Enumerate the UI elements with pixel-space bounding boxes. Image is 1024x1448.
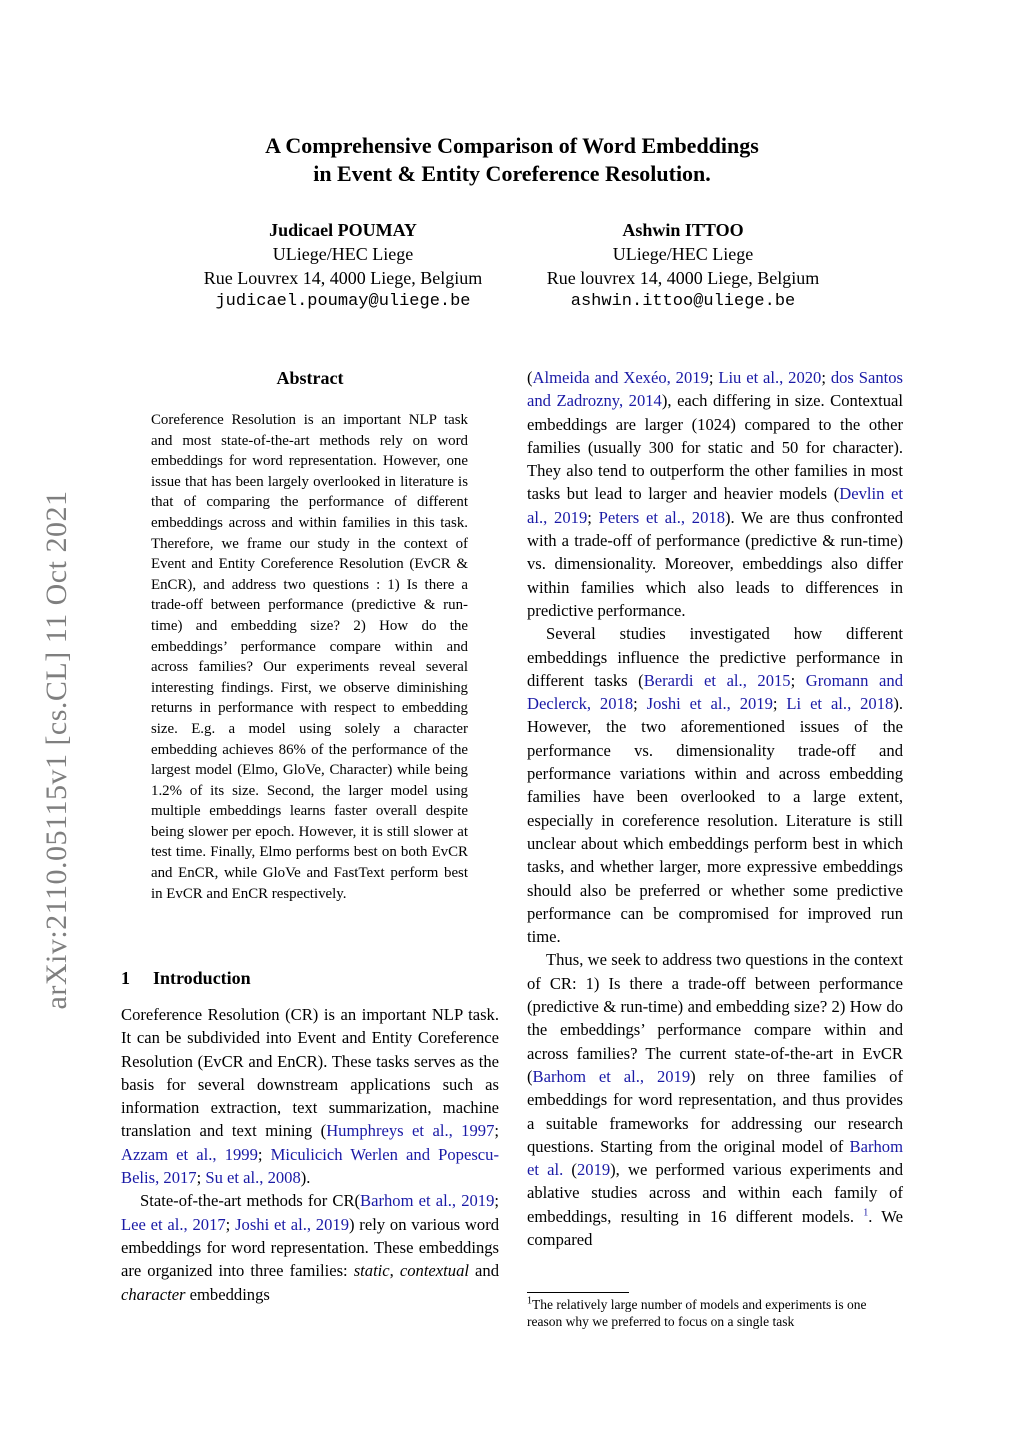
section-heading-introduction bbox=[121, 966, 251, 990]
footnote-divider bbox=[527, 1292, 629, 1293]
citation-link[interactable]: Li et al., 2018 bbox=[786, 694, 894, 714]
body-paragraph: Thus, we seek to address two questions in the context of CR: 1) Is there a trade-off between performance (predictive & run-time) and embedding size? 2) How do the embeddings’ performance compare within and across families? The current state-of-the-art in EvCR (Barhom et al., 2019) rely on three families of embeddings for word representation, and thus provides a suitable frameworks for addressing our research questions. Starting from the original model of Barhom et al. (2019), we performed various experiments and ablative studies across and within each family of embeddings, resulting in 16 different models. $^1$. We compared bbox=[527, 950, 903, 1249]
footnote-mark: 1 bbox=[527, 1295, 532, 1307]
intro-paragraph-2: State-of-the-art methods for CR(Barhom et al., 2019; Lee et al., 2017; Joshi et al., 2019) rely on various word embeddings for word representation. These embeddings are organized into three families: static, contextual and character embeddings bbox=[121, 1191, 500, 1304]
intro-paragraph-1: Coreference Resolution (CR) is an important NLP task. It can be subdivided into Event and Entity Coreference Resolution (EvCR and EnCR). These tasks serves as the basis for several downstream applications such as information extraction, text summarization, machine translation and text mining (Humphreys et al., 1997; Azzam et al., 1999; Miculicich Werlen and Popescu-Belis, 2017; Su et al., 2008). bbox=[121, 1005, 499, 1188]
citation-link[interactable]: Joshi et al., 2019 bbox=[646, 694, 773, 714]
citation-link[interactable]: Barhom et al., 2019 bbox=[532, 1066, 691, 1086]
citation-link[interactable]: Joshi et al., 2019 bbox=[235, 1214, 349, 1234]
abstract-text: Coreference Resolution is an important NLP task and most state-of-the-art methods rely on word embeddings for word representation. However, one issue that has been largely overlooked in literature is that of comparing the performance of different embeddings across and within families in this task. Therefore, we frame our study in the context of Event and Entity Coreference Resolution (EvCR & EnCR), and address two questions : 1) Is there a trade-off between performance (predictive & run-time) and embedding size? 2) How do the embeddings’ performance compare within and across families? Our experiments reveal several interesting findings. First, we observe diminishing returns in performance with respect to embedding size. E.g. a model using solely a character embedding achieves 86% of the performance of the largest model (Elmo, GloVe, Character) while being 1.2% of its size. Second, the larger model using multiple embeddings learns faster overall despite being slower per epoch. However, it is still slower at test time. Finally, Elmo performs best on both EvCR and EnCR, while GloVe and FastText perform best in EvCR and EnCR respectively. bbox=[151, 412, 468, 902]
citation-link[interactable]: Devlin et al., 2019 bbox=[527, 484, 903, 527]
body-paragraph: (Almeida and Xexéo, 2019; Liu et al., 2020; dos Santos and Zadrozny, 2014), each differing in size. Contextual embeddings are larger (1024) compared to the other families (usually 300 for static and 50 for character). They also tend to outperform the other families in most tasks but lead to larger and heavier models (Devlin et al., 2019; Peters et al., 2018). We are thus confronted with a trade-off of performance (predictive & run-time) vs. dimensionality. Moreover, embeddings also differ within families which also leads to differences in predictive performance. bbox=[527, 368, 904, 620]
author-address: Rue louvrex 14, 4000 Liege, Belgium bbox=[546, 268, 820, 288]
author-name: Ashwin ITTOO bbox=[622, 220, 744, 240]
footnote bbox=[527, 1296, 903, 1330]
citation-link[interactable]: Su et al., 2008 bbox=[205, 1168, 301, 1188]
body-paragraph: Several studies investigated how different embeddings influence the predictive performance in different tasks (Berardi et al., 2015; Gromann and Declerck, 2018; Joshi et al., 2019; Li et al., 2018). However, the two aforementioned issues of the performance vs. dimensionality trade-off and performance variations within and across embedding families have been overlooked to a large extent, especially in coreference resolution. Literature is still unclear about which embeddings perform best in which tasks, and whether larger, more expressive embeddings should also be preferred or whether some predictive performance can be compromised for improved run time. bbox=[527, 624, 904, 947]
citation-link[interactable]: Miculicich Werlen and Popescu-Belis, 2017 bbox=[121, 1144, 499, 1188]
citation-link[interactable]: Azzam et al., 1999 bbox=[121, 1144, 258, 1164]
author-address: Rue Louvrex 14, 4000 Liege, Belgium bbox=[203, 268, 483, 288]
left-column bbox=[121, 1003, 499, 1306]
author-affiliation: ULiege/HEC Liege bbox=[612, 244, 754, 264]
citation-link[interactable]: 2019 bbox=[576, 1160, 611, 1180]
section-number: 1 bbox=[121, 968, 130, 988]
citation-link[interactable]: Gromann and Declerck, 2018 bbox=[527, 670, 904, 714]
author-block bbox=[170, 218, 516, 314]
author-name: Judicael POUMAY bbox=[269, 220, 417, 240]
citation-link[interactable]: Lee et al., 2017 bbox=[121, 1214, 226, 1234]
right-column bbox=[527, 366, 903, 1251]
abstract-heading: Abstract bbox=[276, 368, 344, 388]
citation-link[interactable]: Barhom et al., 2019 bbox=[360, 1191, 495, 1211]
footnote-text: The relatively large number of models and experiments is one reason why we preferred to focus on a single task bbox=[527, 1297, 867, 1329]
citation-link[interactable]: Peters et al., 2018 bbox=[598, 507, 725, 527]
citation-link[interactable]: Almeida and Xexéo, 2019 bbox=[532, 368, 709, 387]
citation-link[interactable]: Berardi et al., 2015 bbox=[643, 670, 791, 690]
author-email[interactable]: judicael.poumay@uliege.be bbox=[215, 292, 471, 311]
citation-link[interactable]: Barhom et al. bbox=[527, 1136, 903, 1180]
footnote-marker[interactable]: 1 bbox=[863, 1207, 869, 1219]
citation-link[interactable]: Humphreys et al., 1997 bbox=[326, 1121, 495, 1141]
arxiv-identifier: arXiv:2110.05115v1 [cs.CL] 11 Oct 2021 bbox=[40, 490, 73, 1010]
citation-link[interactable]: dos Santos and Zadrozny, 2014 bbox=[527, 368, 903, 411]
paper-title-line-1: A Comprehensive Comparison of Word Embeddings bbox=[265, 133, 759, 158]
paper-title-line-2: in Event & Entity Coreference Resolution. bbox=[313, 161, 711, 186]
citation-link[interactable]: Liu et al., 2020 bbox=[718, 368, 822, 387]
author-email[interactable]: ashwin.ittoo@uliege.be bbox=[570, 292, 796, 311]
section-title: Introduction bbox=[153, 968, 251, 988]
author-block bbox=[520, 218, 846, 314]
author-affiliation: ULiege/HEC Liege bbox=[272, 244, 414, 264]
